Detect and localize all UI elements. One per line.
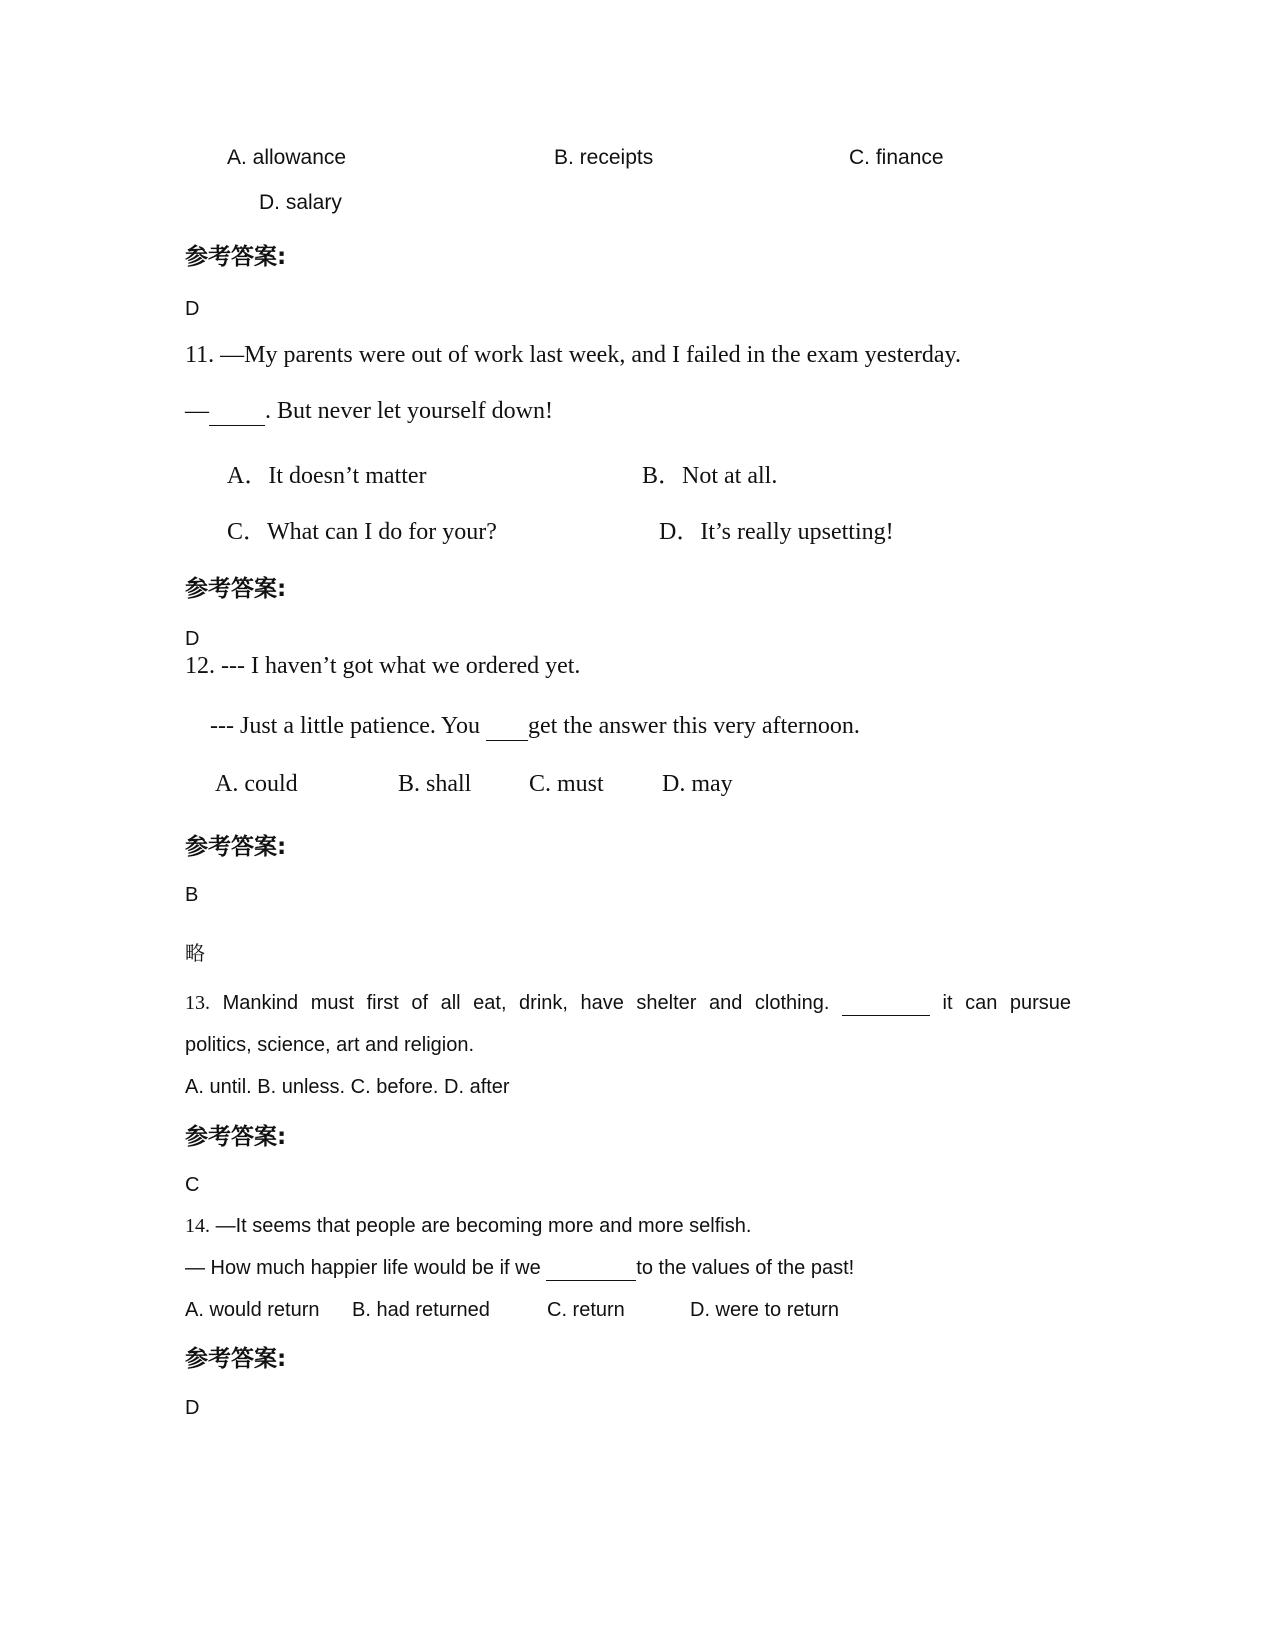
q11-option-b: B．Not at all. — [642, 463, 778, 489]
q12-answer: B — [185, 884, 199, 906]
q14-answer-heading: 参考答案: — [185, 1346, 287, 1372]
q12-line2-suffix: get the answer this very afternoon. — [527, 713, 860, 739]
q12-line2 — [210, 713, 860, 741]
q10-option-d: D. salary — [259, 191, 342, 214]
q13-line1-suffix: it can pursue — [942, 992, 1072, 1014]
q11-line2 — [185, 398, 553, 426]
q12-blank — [486, 713, 528, 741]
q14-option-a: A. would return — [185, 1299, 320, 1321]
q13-options: A. until. B. unless. C. before. D. after — [185, 1076, 510, 1098]
q11-option-c: C．What can I do for your? — [227, 519, 497, 545]
q10-option-a: A. allowance — [227, 146, 347, 169]
q12-option-c: C. must — [529, 771, 604, 797]
q14-option-b: B. had returned — [352, 1299, 490, 1321]
q11-blank — [209, 398, 265, 426]
q11-option-d: D．It’s really upsetting! — [659, 519, 894, 545]
q12-option-d: D. may — [662, 771, 733, 797]
q10-option-b: B. receipts — [554, 146, 654, 169]
q14-line2-prefix: — How much happier life would be if we — [185, 1257, 547, 1279]
q14-line2-suffix: to the values of the past! — [636, 1257, 855, 1279]
q12-line2-prefix: --- Just a little patience. You — [210, 713, 486, 739]
q14-answer: D — [185, 1397, 200, 1419]
q10-answer: D — [185, 298, 200, 320]
q13-line2: politics, science, art and religion. — [185, 1034, 475, 1056]
q13-number: 13. — [185, 992, 210, 1014]
q11-line1: 11. —My parents were out of work last week, and I failed in the exam yesterday. — [185, 342, 961, 368]
q14-line1 — [185, 1215, 751, 1238]
q12-option-b: B. shall — [398, 771, 472, 797]
q10-option-c: C. finance — [849, 146, 944, 169]
q14-option-d: D. were to return — [690, 1299, 839, 1321]
q14-option-c: C. return — [547, 1299, 625, 1321]
q11-answer: D — [185, 628, 200, 650]
q13-line1-prefix: Mankind must first of all eat, drink, have shelter and clothing. — [222, 992, 830, 1014]
q14-line2 — [185, 1257, 854, 1281]
q11-option-a: A．It doesn’t matter — [227, 463, 427, 489]
q13-blank — [842, 992, 930, 1016]
q14-blank — [546, 1257, 636, 1281]
q12-line1: 12. --- I haven’t got what we ordered yet. — [185, 653, 581, 679]
q11-line2-prefix: — — [185, 398, 209, 424]
q14-line1-text: —It seems that people are becoming more and more selfish. — [215, 1215, 752, 1237]
q13-line1 — [185, 992, 1071, 1016]
q11-answer-heading: 参考答案: — [185, 576, 287, 602]
q12-note: 略 — [185, 941, 205, 965]
q12-option-a: A. could — [215, 771, 298, 797]
q13-answer-heading: 参考答案: — [185, 1124, 287, 1150]
q13-answer: C — [185, 1174, 200, 1196]
q11-line2-suffix: . But never let yourself down! — [265, 398, 553, 424]
q14-number: 14. — [185, 1215, 210, 1237]
q12-answer-heading: 参考答案: — [185, 834, 287, 860]
q10-answer-heading: 参考答案: — [185, 244, 287, 270]
